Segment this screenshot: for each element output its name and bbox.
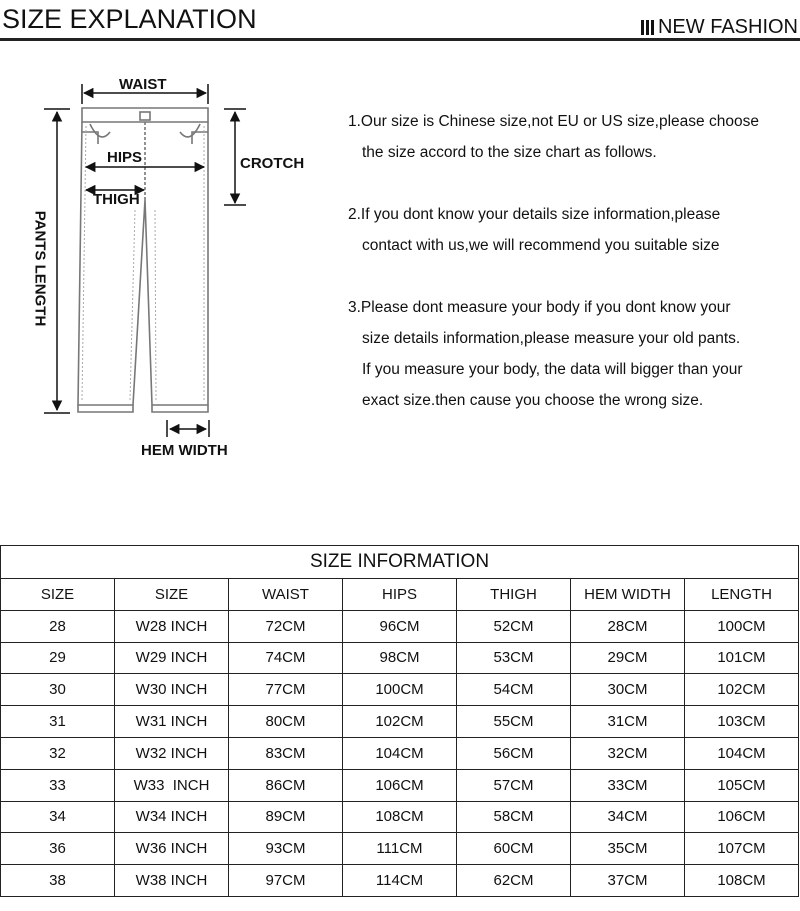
table-cell: 53CM <box>457 642 571 674</box>
table-cell: 89CM <box>229 801 343 833</box>
table-cell: 29 <box>1 642 115 674</box>
table-cell: 37CM <box>571 865 685 897</box>
table-cell: 74CM <box>229 642 343 674</box>
note-line: contact with us,we will recommend you suitable size <box>362 237 720 254</box>
table-cell: 80CM <box>229 706 343 738</box>
table-cell: 107CM <box>685 833 799 865</box>
note-2 <box>348 199 798 261</box>
table-row <box>1 674 799 706</box>
note-line: 2.If you dont know your details size information,please <box>348 206 721 223</box>
table-cell: 100CM <box>685 610 799 642</box>
pants-length-label: PANTS LENGTH <box>31 210 49 327</box>
table-cell: 77CM <box>229 674 343 706</box>
table-cell: 106CM <box>343 769 457 801</box>
pants-outline <box>78 108 208 412</box>
table-row <box>1 706 799 738</box>
table-cell: 38 <box>1 865 115 897</box>
table-cell: W31 INCH <box>115 706 229 738</box>
table-cell: 101CM <box>685 642 799 674</box>
hem-width-label: HEM WIDTH <box>141 442 228 459</box>
table-cell: 33CM <box>571 769 685 801</box>
table-cell: 34CM <box>571 801 685 833</box>
table-cell: 30CM <box>571 674 685 706</box>
table-cell: 96CM <box>343 610 457 642</box>
note-line: 3.Please dont measure your body if you dont know your <box>348 299 731 316</box>
table-cell: 57CM <box>457 769 571 801</box>
size-table-wrapper <box>0 545 800 897</box>
table-cell: 52CM <box>457 610 571 642</box>
column-header: HIPS <box>343 579 457 611</box>
table-cell: 29CM <box>571 642 685 674</box>
table-cell: W30 INCH <box>115 674 229 706</box>
table-cell: 54CM <box>457 674 571 706</box>
table-cell: W38 INCH <box>115 865 229 897</box>
table-cell: W29 INCH <box>115 642 229 674</box>
column-header: SIZE <box>1 579 115 611</box>
column-header: HEM WIDTH <box>571 579 685 611</box>
table-row <box>1 610 799 642</box>
table-cell: 104CM <box>343 737 457 769</box>
table-cell: 111CM <box>343 833 457 865</box>
table-cell: 36 <box>1 833 115 865</box>
table-cell: 102CM <box>685 674 799 706</box>
size-notes <box>348 106 798 447</box>
note-3 <box>348 292 798 416</box>
waist-label: WAIST <box>119 76 167 93</box>
table-cell: 93CM <box>229 833 343 865</box>
column-header: THIGH <box>457 579 571 611</box>
table-cell: W33 INCH <box>115 769 229 801</box>
table-cell: 55CM <box>457 706 571 738</box>
thigh-label: THIGH <box>93 191 140 208</box>
table-cell: 32 <box>1 737 115 769</box>
column-header: WAIST <box>229 579 343 611</box>
table-cell: 58CM <box>457 801 571 833</box>
table-cell: 98CM <box>343 642 457 674</box>
table-caption: SIZE INFORMATION <box>1 546 799 579</box>
brand-name: NEW FASHION <box>657 16 798 38</box>
note-line: the size accord to the size chart as follows. <box>362 144 657 161</box>
table-cell: 31CM <box>571 706 685 738</box>
note-line: If you measure your body, the data will bigger than your <box>362 361 743 378</box>
table-cell: 97CM <box>229 865 343 897</box>
table-cell: 31 <box>1 706 115 738</box>
table-row <box>1 801 799 833</box>
table-cell: 102CM <box>343 706 457 738</box>
table-row <box>1 865 799 897</box>
table-cell: W34 INCH <box>115 801 229 833</box>
crotch-label: CROTCH <box>240 155 305 172</box>
table-cell: W36 INCH <box>115 833 229 865</box>
table-cell: 108CM <box>343 801 457 833</box>
table-cell: 86CM <box>229 769 343 801</box>
note-1 <box>348 106 798 168</box>
table-cell: W32 INCH <box>115 737 229 769</box>
size-table <box>0 545 799 897</box>
table-row <box>1 769 799 801</box>
table-cell: 34 <box>1 801 115 833</box>
table-cell: 114CM <box>343 865 457 897</box>
table-cell: 28CM <box>571 610 685 642</box>
brand-bars-icon <box>641 20 654 35</box>
pants-diagram <box>0 60 330 480</box>
pants-illustration <box>0 60 330 480</box>
table-cell: 28 <box>1 610 115 642</box>
table-cell: 108CM <box>685 865 799 897</box>
note-line: size details information,please measure your old pants. <box>362 330 741 347</box>
hips-label: HIPS <box>107 149 143 166</box>
note-line: 1.Our size is Chinese size,not EU or US size,please choose <box>348 113 759 130</box>
table-cell: 72CM <box>229 610 343 642</box>
table-cell: 106CM <box>685 801 799 833</box>
column-header: LENGTH <box>685 579 799 611</box>
header-divider <box>0 38 800 41</box>
table-cell: 30 <box>1 674 115 706</box>
page-title: SIZE EXPLANATION <box>2 4 257 34</box>
table-cell: 60CM <box>457 833 571 865</box>
table-cell: 104CM <box>685 737 799 769</box>
table-cell: 100CM <box>343 674 457 706</box>
table-cell: 83CM <box>229 737 343 769</box>
table-cell: 32CM <box>571 737 685 769</box>
table-row <box>1 642 799 674</box>
note-line: exact size.then cause you choose the wrong size. <box>362 392 704 409</box>
table-cell: 103CM <box>685 706 799 738</box>
table-cell: W28 INCH <box>115 610 229 642</box>
table-cell: 35CM <box>571 833 685 865</box>
table-row <box>1 737 799 769</box>
table-body <box>1 610 799 896</box>
column-header: SIZE <box>115 579 229 611</box>
table-row <box>1 833 799 865</box>
table-cell: 33 <box>1 769 115 801</box>
table-cell: 56CM <box>457 737 571 769</box>
table-header-row <box>1 579 799 611</box>
brand <box>641 16 798 39</box>
table-cell: 105CM <box>685 769 799 801</box>
table-cell: 62CM <box>457 865 571 897</box>
